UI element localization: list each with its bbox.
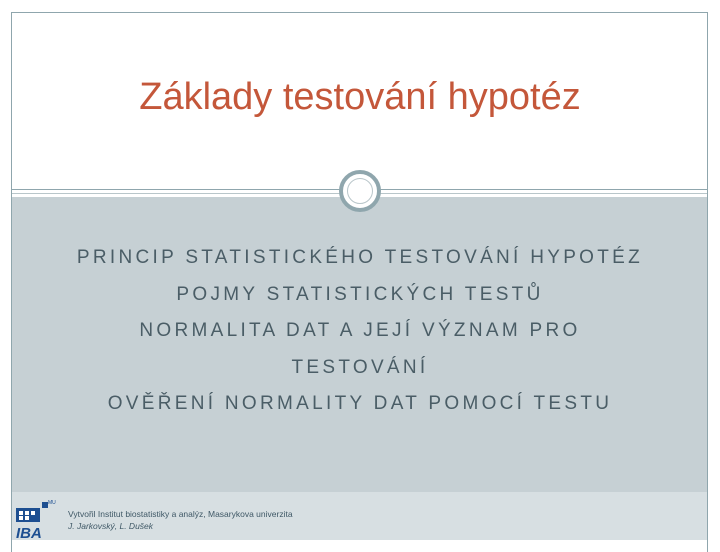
iba-logo-icon (12, 494, 60, 540)
footer-credits (68, 508, 293, 532)
topic-item: PRINCIP STATISTICKÉHO TESTOVÁNÍ HYPOTÉZ (76, 247, 644, 268)
topic-item: OVĚŘENÍ NORMALITY DAT POMOCÍ TESTU (107, 393, 613, 414)
topic-list (20, 240, 700, 423)
iba-logo (12, 494, 60, 540)
topic-item: NORMALITA DAT A JEJÍ VÝZNAM PRO (139, 320, 581, 341)
svg-text:IBA: IBA (16, 525, 42, 540)
topic-item: POJMY STATISTICKÝCH TESTŮ (176, 283, 544, 305)
divider-circle-ornament (339, 170, 381, 212)
slide-title: Základy testování hypotéz (139, 76, 581, 118)
footer-authors: J. Jarkovský, L. Dušek (68, 521, 154, 531)
svg-text:MU: MU (48, 500, 56, 506)
topic-item: TESTOVÁNÍ (291, 356, 429, 378)
footer-institute: Vytvořil Institut biostatistiky a analýz, Masarykova univerzita (68, 509, 293, 519)
